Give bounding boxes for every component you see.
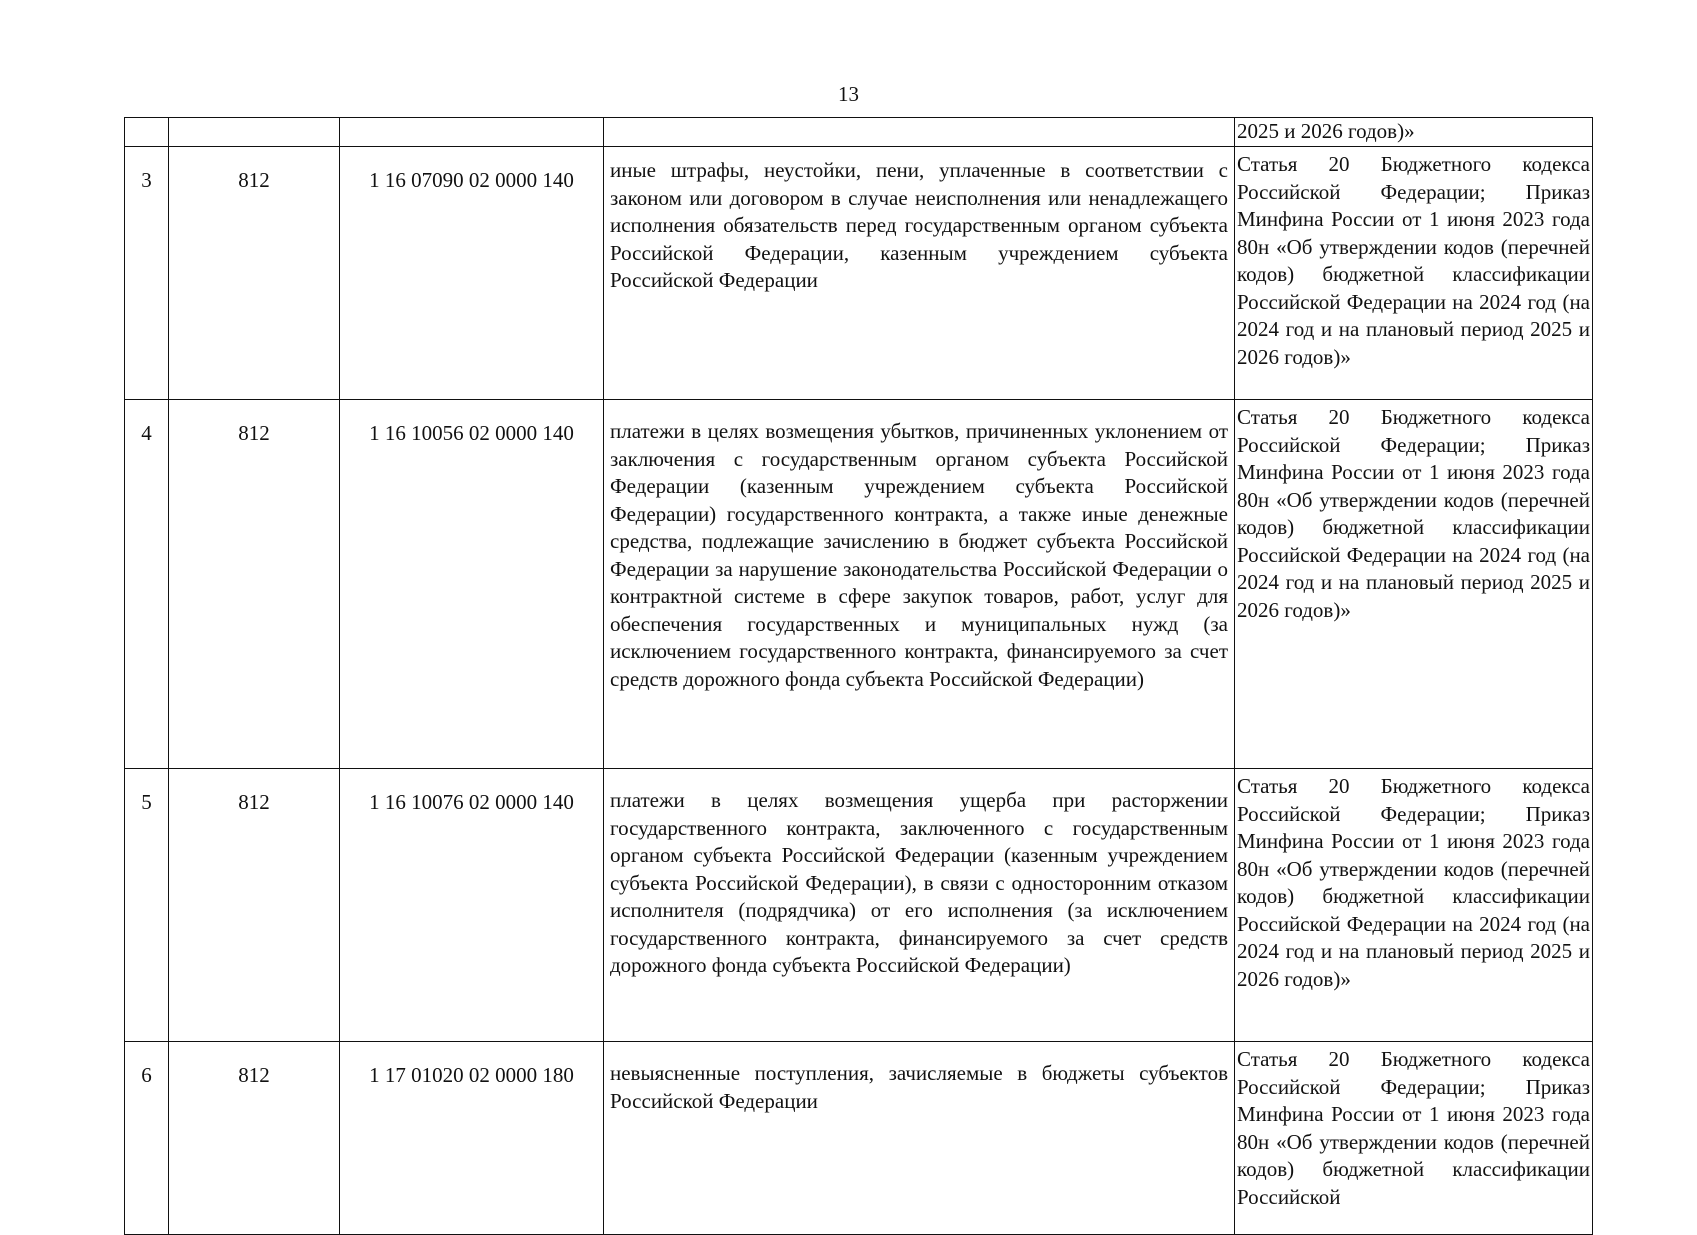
- revenue-codes-table: [124, 117, 1593, 1235]
- admin-code-cell: [169, 118, 340, 147]
- basis-cell: Статья 20 Бюджетного кодекса Российской Федерации; Приказ Минфина России от 1 июня 2023 года 80н «Об утверждении кодов (перечней кодов) бюджетной классификации Российской Федерации на 2024 год (на 2024 год и на плановый период 2025 и 2026 годов)»: [1235, 769, 1593, 1042]
- name-cell: платежи в целях возмещения убытков, причиненных уклонением от заключения с государственным органом субъекта Российской Федерации (казенным учреждением субъекта Российской Федерации) государственного контракта, а также иные денежные средства, подлежащие зачислению в бюджет субъекта Российской Федерации за нарушение законодательства Российской Федерации о контрактной системе в сфере закупок товаров, работ, услуг для обеспечения государственных и муниципальных нужд (за исключением государственного контракта, финансируемого за счет средств дорожного фонда субъекта Российской Федерации): [604, 400, 1235, 769]
- kbk-cell: 1 16 10076 02 0000 140: [340, 769, 604, 1042]
- kbk-cell: 1 17 01020 02 0000 180: [340, 1042, 604, 1235]
- table-row: [125, 400, 1593, 769]
- name-cell: [604, 118, 1235, 147]
- basis-cell: 2025 и 2026 годов)»: [1235, 118, 1593, 147]
- basis-cell: Статья 20 Бюджетного кодекса Российской Федерации; Приказ Минфина России от 1 июня 2023 года 80н «Об утверждении кодов (перечней кодов) бюджетной классификации Российской Федерации на 2024 год (на 2024 год и на плановый период 2025 и 2026 годов)»: [1235, 400, 1593, 769]
- num-cell: 3: [125, 147, 169, 400]
- name-cell: иные штрафы, неустойки, пени, уплаченные в соответствии с законом или договором в случае неисполнения или ненадлежащего исполнения обязательств перед государственным органом субъекта Российской Федерации, казенным учреждением субъекта Российской Федерации: [604, 147, 1235, 400]
- table-row: [125, 1042, 1593, 1235]
- admin-code-cell: 812: [169, 1042, 340, 1235]
- kbk-cell: 1 16 10056 02 0000 140: [340, 400, 604, 769]
- table-row: [125, 769, 1593, 1042]
- name-cell: невыясненные поступления, зачисляемые в бюджеты субъектов Российской Федерации: [604, 1042, 1235, 1235]
- basis-cell: Статья 20 Бюджетного кодекса Российской Федерации; Приказ Минфина России от 1 июня 2023 года 80н «Об утверждении кодов (перечней кодов) бюджетной классификации Российской: [1235, 1042, 1593, 1235]
- admin-code-cell: 812: [169, 400, 340, 769]
- name-cell: платежи в целях возмещения ущерба при расторжении государственного контракта, заключенного с государственным органом субъекта Российской Федерации (казенным учреждением субъекта Российской Федерации), в связи с односторонним отказом исполнителя (подрядчика) от его исполнения (за исключением государственного контракта, финансируемого за счет средств дорожного фонда субъекта Российской Федерации): [604, 769, 1235, 1042]
- admin-code-cell: 812: [169, 769, 340, 1042]
- admin-code-cell: 812: [169, 147, 340, 400]
- kbk-cell: [340, 118, 604, 147]
- num-cell: 6: [125, 1042, 169, 1235]
- num-cell: [125, 118, 169, 147]
- num-cell: 4: [125, 400, 169, 769]
- basis-cell: Статья 20 Бюджетного кодекса Российской Федерации; Приказ Минфина России от 1 июня 2023 года 80н «Об утверждении кодов (перечней кодов) бюджетной классификации Российской Федерации на 2024 год (на 2024 год и на плановый период 2025 и 2026 годов)»: [1235, 147, 1593, 400]
- table-row: [125, 147, 1593, 400]
- num-cell: 5: [125, 769, 169, 1042]
- kbk-cell: 1 16 07090 02 0000 140: [340, 147, 604, 400]
- page-number: 13: [838, 82, 859, 106]
- table-row-continuation: [125, 118, 1593, 147]
